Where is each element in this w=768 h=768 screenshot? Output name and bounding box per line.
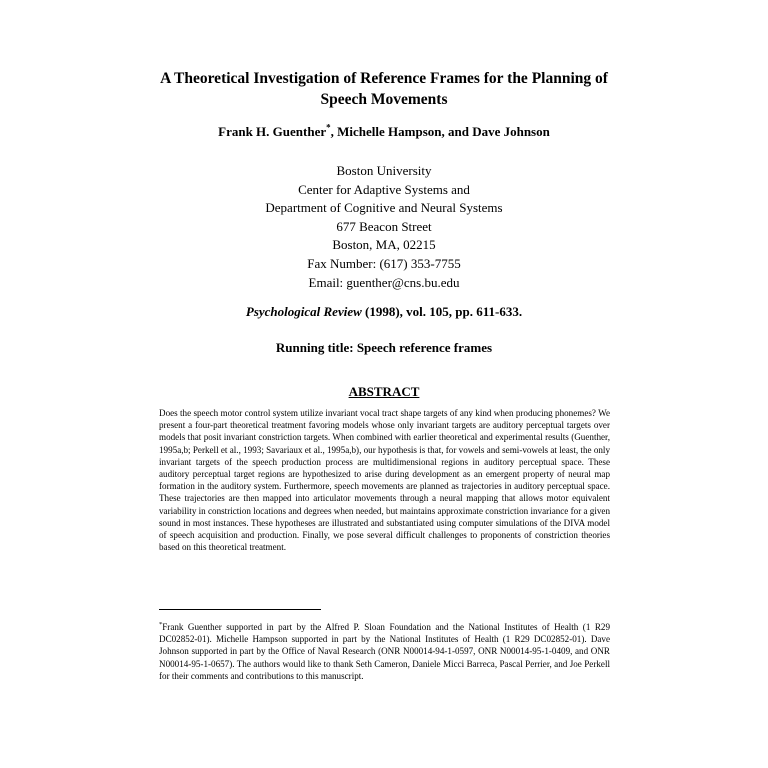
abstract-body: Does the speech motor control system utilize invariant vocal tract shape targets of any kind when producing phonemes? We present a four-part theoretical treatment favoring models whose only invariant targets are auditory perceptual targets over models that posit invariant constriction targets. When combined with earlier theoretical and experimental results (Guenther, 1995a,b; Perkell et al., 1993; Savariaux et al., 1995a,b), our hypothesis is that, for vowels and semi-vowels at least, the only invariant targets of the speech production process are multidimensional regions in auditory perceptual space. These auditory perceptual target regions are hypothesized to arise during development as an emergent property of neural map formation in the auditory system. Furthermore, speech movements are planned as trajectories in auditory perceptual space. These trajectories are then mapped into articulator movements through a neural mapping that allows motor equivalent variability in constriction locations and degrees when needed, but maintains approximate constriction invariance for a given sound in most instances. These hypotheses are illustrated and substantiated using computer simulations of the DIVA model of speech acquisition and production. Finally, we pose several difficult challenges to proponents of constriction theories based on this theoretical treatment. <box>159 408 611 553</box>
affiliation-block <box>0 162 768 292</box>
first-author: Frank H. Guenther <box>218 124 327 139</box>
affiliation-department: Department of Cognitive and Neural Systems <box>265 200 503 216</box>
title-line-2: Speech Movements <box>320 91 448 108</box>
running-title: Running title: Speech reference frames <box>275 340 493 355</box>
journal-name: Psychological Review <box>245 304 362 319</box>
affiliation-university: Boston University <box>336 163 432 178</box>
journal-citation <box>0 303 768 321</box>
citation-details: (1998), vol. 105, pp. 611-633. <box>361 304 523 319</box>
footnote <box>159 621 610 682</box>
title-line-1: A Theoretical Investigation of Reference Frames for the Planning of <box>160 70 608 87</box>
author-list <box>0 123 768 141</box>
other-authors: , Michelle Hampson, and Dave Johnson <box>330 124 550 139</box>
affiliation-street: 677 Beacon Street <box>336 218 432 234</box>
affiliation-city: Boston, MA, 02215 <box>332 237 436 253</box>
paper-title <box>140 68 628 110</box>
footnote-text: Frank Guenther supported in part by the Alfred P. Sloan Foundation and the National Institutes of Health (1 R29 DC02852-01). Michelle Hampson supported in part by the National Institutes of Health (1 R29 DC02852-01). Dave Johnson supported in part by the Office of Naval Research (ONR N00014-94-1-0597, ONR N00014-95-1-0409, and ONR N00014-95-1-0657). The authors would like to thank Seth Cameron, Daniele Micci Barreca, Pascal Perrier, and Joe Perkell for their comments and contributions to this manuscript. <box>159 622 610 681</box>
footnote-marker-symbol: * <box>159 620 163 628</box>
affiliation-email: Email: guenther@cns.bu.edu <box>308 274 460 290</box>
footnote-marker: * <box>326 122 331 133</box>
affiliation-center: Center for Adaptive Systems and <box>298 181 470 197</box>
abstract-heading: ABSTRACT <box>348 384 420 399</box>
affiliation-fax: Fax Number: (617) 353-7755 <box>307 255 461 271</box>
footnote-divider <box>159 609 321 610</box>
